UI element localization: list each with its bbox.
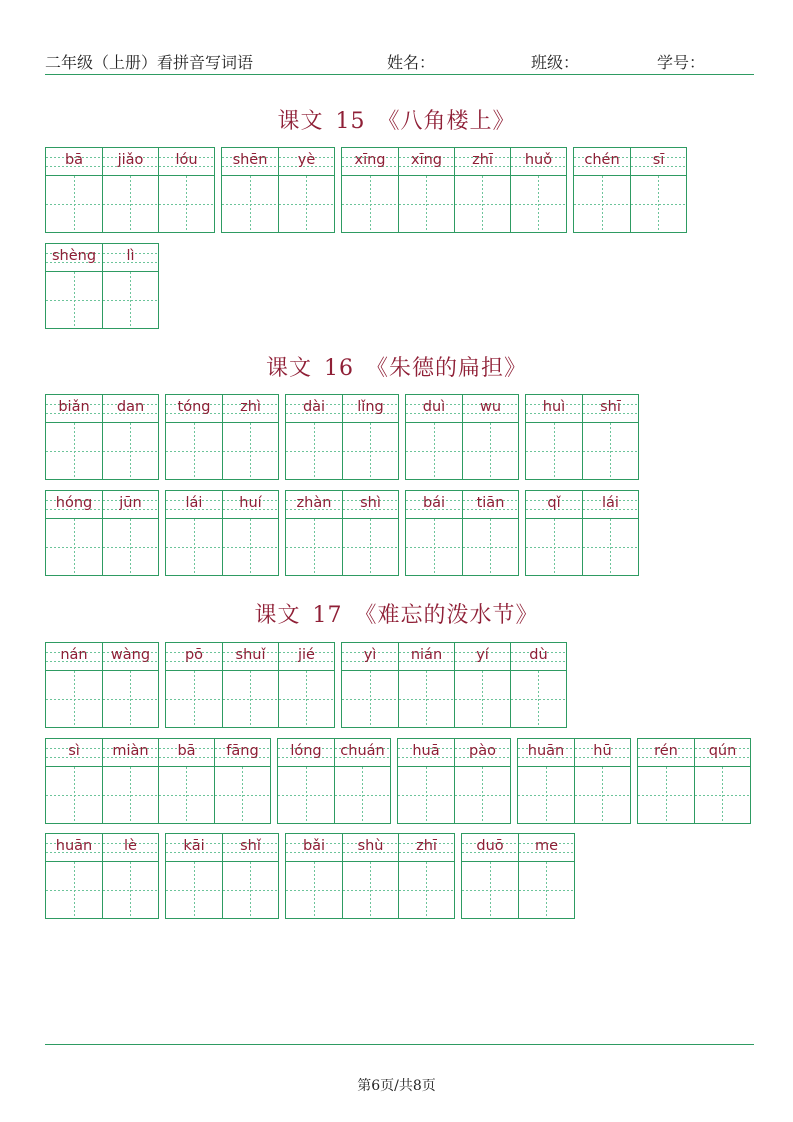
character-cell — [158, 739, 214, 823]
word-box — [637, 738, 751, 824]
lesson-title — [0, 104, 793, 135]
class-label: 班级： — [531, 53, 580, 72]
pinyin-line — [103, 491, 158, 519]
word-box — [341, 147, 567, 233]
writing-grid-square[interactable] — [46, 862, 102, 918]
character-cell — [102, 834, 158, 918]
pinyin-text: jiǎo — [117, 152, 144, 168]
pinyin-text: yè — [297, 152, 316, 168]
character-cell — [46, 834, 102, 918]
character-cell — [638, 739, 694, 823]
pinyin-line — [223, 395, 278, 423]
word-box — [525, 490, 639, 576]
page-number: 第6页/共8页 — [357, 1078, 436, 1094]
writing-grid-square[interactable] — [46, 176, 102, 232]
word-box — [45, 833, 159, 919]
character-cell — [518, 834, 574, 918]
lesson-prefix: 课文 — [254, 603, 301, 628]
word-box — [277, 738, 391, 824]
writing-grid-square[interactable] — [159, 767, 214, 823]
writing-grid-square[interactable] — [215, 767, 270, 823]
writing-grid-square[interactable] — [406, 519, 462, 575]
character-cell — [454, 739, 510, 823]
character-cell — [462, 491, 518, 575]
pinyin-text: xīng — [354, 152, 386, 168]
pinyin-text: yì — [363, 647, 377, 663]
pinyin-text: pō — [184, 647, 204, 663]
pinyin-line — [286, 834, 342, 862]
pinyin-text: bā — [177, 743, 196, 759]
character-cell — [454, 148, 510, 232]
writing-grid-square[interactable] — [223, 862, 278, 918]
pinyin-text: chuán — [340, 743, 385, 759]
lesson-prefix: 课文 — [277, 109, 324, 134]
pinyin-line — [343, 834, 398, 862]
pinyin-text: wàng — [110, 647, 151, 663]
pinyin-text: zhì — [240, 399, 261, 415]
pinyin-line — [463, 491, 518, 519]
pinyin-text: lì — [126, 248, 135, 264]
pinyin-line — [46, 244, 102, 272]
character-cell — [102, 643, 158, 727]
pinyin-line — [455, 643, 510, 671]
pinyin-line — [103, 148, 158, 176]
pinyin-line — [519, 834, 574, 862]
pinyin-text: sì — [68, 743, 80, 759]
lesson-name: 《难忘的泼水节》 — [354, 603, 539, 628]
writing-grid-square[interactable] — [462, 862, 518, 918]
pinyin-text: qún — [708, 743, 737, 759]
pinyin-text: huā — [412, 743, 440, 759]
pinyin-text: tóng — [177, 399, 211, 415]
writing-grid-square[interactable] — [511, 671, 566, 727]
pinyin-line — [278, 739, 334, 767]
writing-grid-square[interactable] — [463, 519, 518, 575]
pinyin-text: lóu — [175, 152, 198, 168]
lesson-number: 16 — [324, 356, 354, 381]
character-cell — [102, 491, 158, 575]
character-cell — [166, 834, 222, 918]
character-cell — [222, 148, 278, 232]
pinyin-line — [103, 643, 158, 671]
writing-grid-square[interactable] — [46, 767, 102, 823]
pinyin-line — [406, 491, 462, 519]
writing-grid-square[interactable] — [518, 767, 574, 823]
pinyin-line — [286, 491, 342, 519]
pinyin-line — [583, 491, 638, 519]
character-cell — [46, 491, 102, 575]
name-label: 姓名： — [387, 53, 436, 72]
pinyin-line — [222, 148, 278, 176]
writing-grid-square[interactable] — [103, 423, 158, 479]
writing-grid-square[interactable] — [46, 519, 102, 575]
pinyin-line — [159, 739, 214, 767]
writing-grid-square[interactable] — [223, 423, 278, 479]
pinyin-line — [342, 643, 398, 671]
writing-grid-square[interactable] — [406, 423, 462, 479]
pinyin-line — [455, 148, 510, 176]
character-cell — [222, 395, 278, 479]
pinyin-line — [455, 739, 510, 767]
writing-grid-square[interactable] — [526, 423, 582, 479]
writing-grid-square[interactable] — [166, 423, 222, 479]
character-cell — [398, 643, 454, 727]
pinyin-text: shǐ — [240, 838, 261, 854]
word-box — [285, 490, 399, 576]
page-header — [45, 46, 754, 75]
pinyin-line — [463, 395, 518, 423]
word-box — [45, 394, 159, 480]
writing-grid-square[interactable] — [638, 767, 694, 823]
word-box — [45, 243, 159, 329]
pinyin-text: bǎi — [302, 838, 326, 854]
pinyin-line — [399, 643, 454, 671]
writing-grid-square[interactable] — [166, 671, 222, 727]
pinyin-line — [526, 491, 582, 519]
lesson-title — [0, 598, 793, 629]
pinyin-text: miàn — [112, 743, 149, 759]
character-cell — [398, 739, 454, 823]
pinyin-line — [526, 395, 582, 423]
character-cell — [342, 834, 398, 918]
writing-grid-square[interactable] — [583, 423, 638, 479]
pinyin-text: huì — [542, 399, 566, 415]
pinyin-text: duō — [476, 838, 504, 854]
character-cell — [46, 244, 102, 328]
character-cell — [526, 491, 582, 575]
character-cell — [46, 395, 102, 479]
pinyin-text: fāng — [226, 743, 259, 759]
pinyin-line — [575, 739, 630, 767]
pinyin-text: yí — [476, 647, 489, 663]
pinyin-text: lǐng — [357, 399, 384, 415]
pinyin-text: shuǐ — [235, 647, 266, 663]
writing-grid-square[interactable] — [583, 519, 638, 575]
writing-grid-square[interactable] — [342, 176, 398, 232]
student-id-label: 学号： — [657, 53, 706, 72]
pinyin-line — [223, 643, 278, 671]
pinyin-text: qǐ — [547, 495, 561, 511]
pinyin-line — [342, 148, 398, 176]
character-cell — [406, 395, 462, 479]
pinyin-line — [518, 739, 574, 767]
word-box — [397, 738, 511, 824]
pinyin-line — [166, 491, 222, 519]
pinyin-line — [695, 739, 750, 767]
character-cell — [510, 643, 566, 727]
character-cell — [278, 739, 334, 823]
pinyin-line — [166, 395, 222, 423]
pinyin-text: huān — [527, 743, 565, 759]
word-box — [285, 394, 399, 480]
pinyin-text: shèng — [51, 248, 97, 264]
character-cell — [158, 148, 214, 232]
pinyin-text: dài — [302, 399, 326, 415]
pinyin-line — [343, 395, 398, 423]
writing-grid-square[interactable] — [575, 767, 630, 823]
pinyin-text: huǒ — [524, 152, 553, 168]
pinyin-line — [631, 148, 686, 176]
character-cell — [46, 148, 102, 232]
character-cell — [102, 395, 158, 479]
character-cell — [102, 244, 158, 328]
character-cell — [342, 491, 398, 575]
footer-divider — [45, 1044, 754, 1045]
pinyin-line — [103, 834, 158, 862]
lesson-name: 《朱德的扁担》 — [366, 356, 528, 381]
character-cell — [454, 643, 510, 727]
lesson-title — [0, 351, 793, 382]
pinyin-line — [583, 395, 638, 423]
pinyin-line — [406, 395, 462, 423]
pinyin-text: zhī — [472, 152, 493, 168]
writing-grid-square[interactable] — [511, 176, 566, 232]
character-cell — [222, 643, 278, 727]
pinyin-line — [343, 491, 398, 519]
word-box — [45, 642, 159, 728]
pinyin-text: lè — [124, 838, 137, 854]
writing-grid-square[interactable] — [342, 671, 398, 727]
pinyin-text: sī — [652, 152, 665, 168]
character-cell — [694, 739, 750, 823]
writing-grid-square[interactable] — [166, 519, 222, 575]
writing-grid-square[interactable] — [46, 272, 102, 328]
pinyin-line — [399, 148, 454, 176]
character-cell — [166, 491, 222, 575]
writing-grid-square[interactable] — [223, 671, 278, 727]
pinyin-text: hóng — [55, 495, 93, 511]
pinyin-line — [103, 395, 158, 423]
word-box — [45, 147, 215, 233]
pinyin-line — [399, 834, 454, 862]
pinyin-text: huān — [55, 838, 93, 854]
character-cell — [214, 739, 270, 823]
writing-grid-square[interactable] — [46, 423, 102, 479]
character-cell — [286, 491, 342, 575]
pinyin-text: shì — [360, 495, 381, 511]
writing-grid-square[interactable] — [103, 519, 158, 575]
pinyin-text: tiān — [476, 495, 505, 511]
pinyin-text: shī — [600, 399, 621, 415]
pinyin-text: lóng — [290, 743, 322, 759]
writing-grid-square[interactable] — [223, 519, 278, 575]
pinyin-line — [103, 739, 158, 767]
writing-grid-square[interactable] — [222, 176, 278, 232]
writing-grid-square[interactable] — [279, 176, 334, 232]
writing-grid-square[interactable] — [398, 767, 454, 823]
pinyin-text: zhàn — [296, 495, 332, 511]
pinyin-text: kāi — [183, 838, 205, 854]
writing-grid-square[interactable] — [695, 767, 750, 823]
character-cell — [574, 739, 630, 823]
pinyin-line — [46, 148, 102, 176]
writing-grid-square[interactable] — [278, 767, 334, 823]
writing-grid-square[interactable] — [455, 767, 510, 823]
pinyin-text: dù — [529, 647, 548, 663]
word-box — [517, 738, 631, 824]
character-cell — [582, 491, 638, 575]
character-cell — [398, 834, 454, 918]
pinyin-line — [103, 244, 158, 272]
pinyin-line — [511, 148, 566, 176]
writing-grid-square[interactable] — [455, 671, 510, 727]
pinyin-text: bā — [64, 152, 84, 168]
writing-grid-square[interactable] — [46, 671, 102, 727]
word-box — [573, 147, 687, 233]
character-cell — [286, 834, 342, 918]
pinyin-text: me — [534, 838, 559, 854]
word-box — [165, 394, 279, 480]
pinyin-text: shēn — [232, 152, 268, 168]
character-cell — [278, 148, 334, 232]
word-box — [341, 642, 567, 728]
writing-grid-square[interactable] — [103, 671, 158, 727]
pinyin-text: chén — [584, 152, 620, 168]
pinyin-text: rén — [654, 743, 678, 759]
word-box — [45, 738, 271, 824]
pinyin-text: wu — [479, 399, 502, 415]
character-cell — [342, 148, 398, 232]
writing-grid-square[interactable] — [335, 767, 390, 823]
pinyin-text: lái — [185, 495, 203, 511]
word-box — [405, 490, 519, 576]
character-cell — [334, 739, 390, 823]
writing-grid-square[interactable] — [455, 176, 510, 232]
character-cell — [278, 643, 334, 727]
writing-grid-square[interactable] — [399, 671, 454, 727]
pinyin-line — [398, 739, 454, 767]
word-box — [461, 833, 575, 919]
word-box — [165, 833, 279, 919]
writing-grid-square[interactable] — [519, 862, 574, 918]
lesson-name: 《八角楼上》 — [377, 109, 516, 134]
pinyin-line — [279, 148, 334, 176]
writing-grid-square[interactable] — [343, 862, 398, 918]
pinyin-line — [223, 491, 278, 519]
pinyin-line — [46, 834, 102, 862]
writing-grid-square[interactable] — [343, 423, 398, 479]
writing-grid-square[interactable] — [526, 519, 582, 575]
pinyin-text: dan — [116, 399, 145, 415]
character-cell — [462, 395, 518, 479]
character-cell — [46, 739, 102, 823]
pinyin-line — [46, 395, 102, 423]
pinyin-text: shù — [357, 838, 384, 854]
writing-grid-square[interactable] — [103, 176, 158, 232]
character-cell — [518, 739, 574, 823]
writing-grid-square[interactable] — [103, 272, 158, 328]
pinyin-line — [166, 834, 222, 862]
writing-grid-square[interactable] — [286, 423, 342, 479]
character-cell — [222, 491, 278, 575]
character-cell — [102, 739, 158, 823]
pinyin-line — [511, 643, 566, 671]
writing-grid-square[interactable] — [166, 862, 222, 918]
pinyin-line — [166, 643, 222, 671]
character-cell — [462, 834, 518, 918]
character-cell — [342, 643, 398, 727]
pinyin-text: bái — [422, 495, 446, 511]
writing-grid-square[interactable] — [279, 671, 334, 727]
pinyin-text: xīng — [410, 152, 442, 168]
writing-grid-square[interactable] — [286, 862, 342, 918]
word-box — [45, 490, 159, 576]
character-cell — [630, 148, 686, 232]
pinyin-text: nián — [410, 647, 443, 663]
writing-grid-square[interactable] — [399, 176, 454, 232]
character-cell — [342, 395, 398, 479]
pinyin-line — [46, 643, 102, 671]
pinyin-line — [46, 739, 102, 767]
pinyin-line — [159, 148, 214, 176]
word-box — [525, 394, 639, 480]
pinyin-text: zhī — [416, 838, 437, 854]
character-cell — [406, 491, 462, 575]
word-box — [165, 642, 335, 728]
writing-grid-square[interactable] — [343, 519, 398, 575]
pinyin-text: lái — [602, 495, 619, 511]
character-cell — [222, 834, 278, 918]
word-box — [285, 833, 455, 919]
writing-grid-square[interactable] — [103, 862, 158, 918]
writing-grid-square[interactable] — [286, 519, 342, 575]
pinyin-line — [574, 148, 630, 176]
pinyin-text: hū — [593, 743, 612, 759]
lesson-number: 17 — [312, 603, 343, 628]
pinyin-line — [462, 834, 518, 862]
writing-grid-square[interactable] — [574, 176, 630, 232]
pinyin-line — [638, 739, 694, 767]
character-cell — [582, 395, 638, 479]
pinyin-line — [223, 834, 278, 862]
writing-grid-square[interactable] — [399, 862, 454, 918]
word-box — [405, 394, 519, 480]
character-cell — [46, 643, 102, 727]
character-cell — [166, 643, 222, 727]
writing-grid-square[interactable] — [159, 176, 214, 232]
pinyin-line — [46, 491, 102, 519]
pinyin-text: nán — [60, 647, 88, 663]
character-cell — [526, 395, 582, 479]
pinyin-line — [335, 739, 390, 767]
pinyin-text: huí — [239, 495, 262, 511]
word-box — [165, 490, 279, 576]
pinyin-line — [215, 739, 270, 767]
character-cell — [166, 395, 222, 479]
pinyin-text: jūn — [119, 495, 142, 511]
writing-grid-square[interactable] — [631, 176, 686, 232]
worksheet-title: 二年级（上册）看拼音写词语 — [45, 53, 254, 72]
pinyin-line — [286, 395, 342, 423]
word-box — [221, 147, 335, 233]
writing-grid-square[interactable] — [463, 423, 518, 479]
pinyin-text: pào — [469, 743, 496, 759]
lesson-prefix: 课文 — [265, 356, 312, 381]
pinyin-text: duì — [422, 399, 446, 415]
lesson-number: 15 — [335, 109, 366, 134]
pinyin-text: biǎn — [58, 399, 90, 415]
writing-grid-square[interactable] — [103, 767, 158, 823]
character-cell — [574, 148, 630, 232]
pinyin-line — [279, 643, 334, 671]
character-cell — [286, 395, 342, 479]
character-cell — [102, 148, 158, 232]
character-cell — [398, 148, 454, 232]
pinyin-text: jié — [298, 647, 315, 663]
character-cell — [510, 148, 566, 232]
